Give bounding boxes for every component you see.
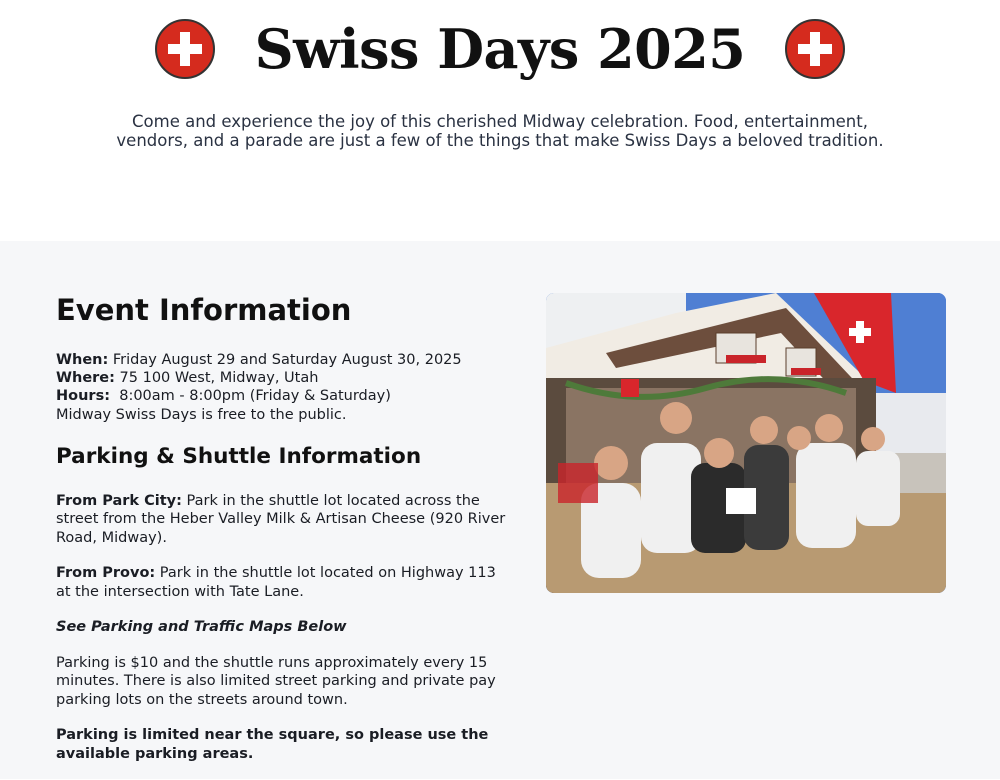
event-photo-illustration [546,293,946,593]
when-line [56,351,506,369]
swiss-flag-icon [785,19,845,79]
page-title: Swiss Days 2025 [254,17,746,81]
hours-value: 8:00am - 8:00pm (Friday & Saturday) [110,388,391,405]
hours-line [56,387,506,405]
event-photo [546,293,946,593]
where-line [56,369,506,387]
swiss-flag-icon [155,19,215,79]
provo-paragraph [56,564,506,601]
event-info-heading: Event Information [56,293,352,327]
title-row [0,14,1000,84]
event-details [56,291,506,780]
where-label: Where: [56,370,115,387]
provo-label: From Provo: [56,565,156,582]
when-label: When: [56,352,109,368]
when-value: Friday August 29 and Saturday August 30, 2025 [108,352,462,368]
park-city-paragraph [56,492,506,548]
park-city-label: From Park City: [56,492,182,509]
free-line: Midway Swiss Days is free to the public. [56,406,347,423]
park-city-text: Park in the shuttle lot located across the street from the Heber Valley Milk & Artisan Cheese (920 River Road, Midway). [56,492,506,546]
where-value: 75 100 West, Midway, Utah [114,370,319,387]
event-info-section [0,241,1000,779]
maps-note: See Parking and Traffic Maps Below [56,619,347,636]
parking-cost-paragraph: Parking is $10 and the shuttle runs approximately every 15 minutes. There is also limited street parking and private pay parking lots on the streets around town. [56,654,496,708]
event-facts [56,351,506,424]
parking-limited-text: Parking is limited near the square, so please use the available parking areas. [56,727,489,762]
intro-text: Come and experience the joy of this cherished Midway celebration. Food, entertainment, vendors, and a parade are just a few of the things that make Swiss Days a beloved tradition. [116,112,884,150]
parking-limited-note [56,726,506,763]
hours-label: Hours: [56,388,110,405]
hero-section [0,0,1000,241]
parking-heading: Parking & Shuttle Information [56,443,422,469]
provo-text: Park in the shuttle lot located on Highway 113 at the intersection with Tate Lane. [56,565,496,600]
